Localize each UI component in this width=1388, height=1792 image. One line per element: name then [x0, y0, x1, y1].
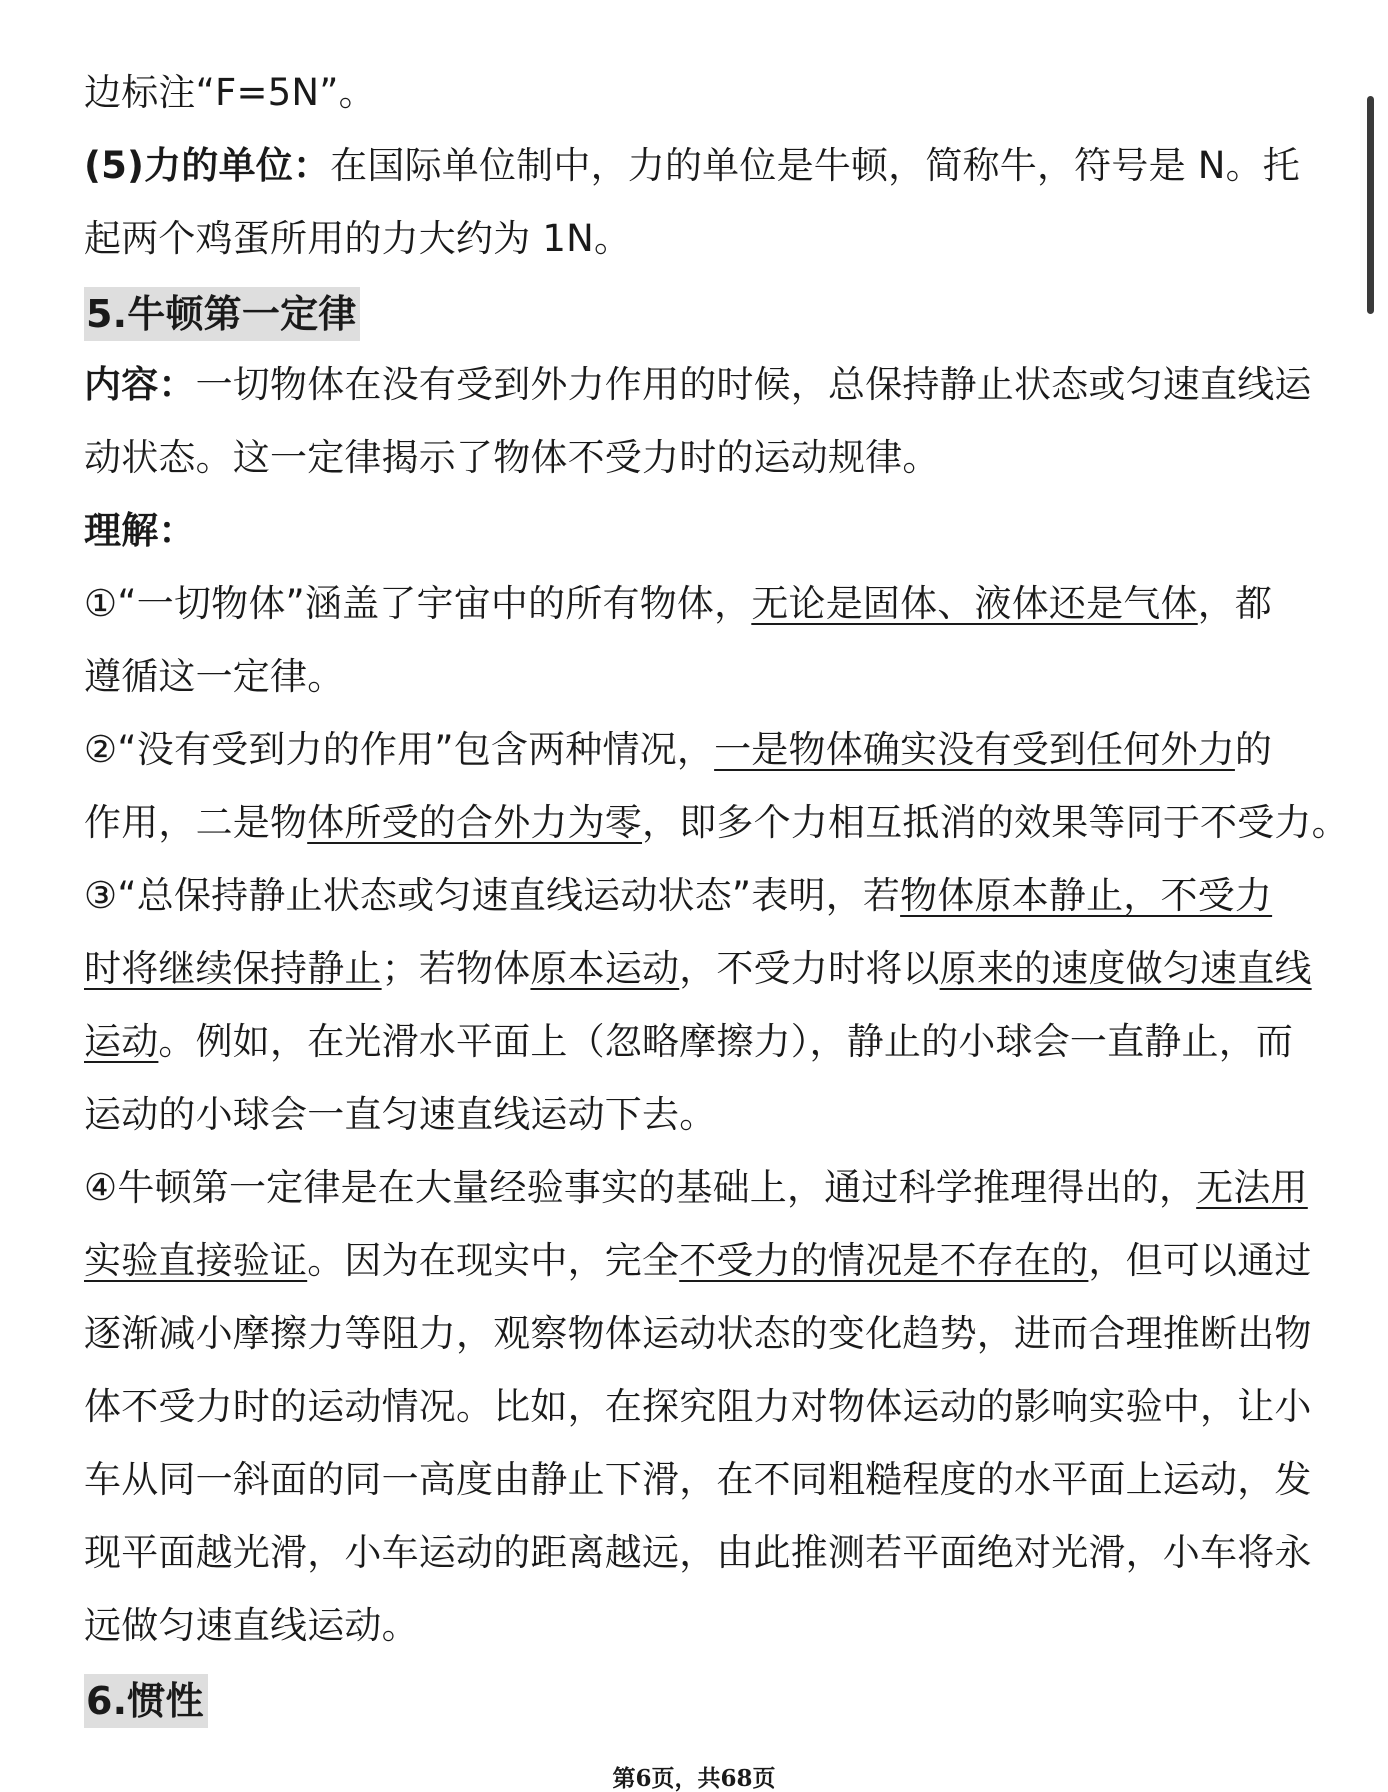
underlined-text: 原来的速度做匀速直线: [939, 947, 1312, 990]
text-fragment: 体不受力时的运动情况。比如，在探究阻力对物体运动的影响实验中，让小: [84, 1385, 1312, 1428]
text-fragment: 车从同一斜面的同一高度由静止下滑，在不同粗糙程度的水平面上运动，发: [84, 1458, 1312, 1501]
underlined-text: 实验直接验证: [84, 1239, 308, 1282]
text-line: [84, 1297, 1312, 1370]
text-line: [84, 786, 1349, 859]
text-line: [84, 1589, 1306, 1662]
text-fragment: 作用，二是物: [84, 801, 308, 844]
text-fragment: ，不受力时将以: [679, 947, 940, 990]
text-fragment: ②“没有受到力的作用”包含两种情况，: [84, 728, 715, 771]
text-fragment: 边标注“F=5N”。: [84, 71, 376, 114]
text-fragment: 起两个鸡蛋所用的力大约为 1N。: [84, 217, 632, 260]
text-fragment: ，但可以通过: [1088, 1239, 1312, 1282]
section-heading: 6.惯性: [84, 1674, 208, 1728]
text-line: [84, 1516, 1312, 1589]
text-line: [84, 202, 1306, 275]
understanding-label: 理解：: [84, 509, 196, 552]
underlined-text: 物体原本静止，不受力: [900, 874, 1273, 917]
text-line: [84, 1005, 1306, 1078]
text-line: [84, 129, 1306, 202]
text-fragment: ①“一切物体”涵盖了宇宙中的所有物体，: [84, 582, 752, 625]
text-fragment: 现平面越光滑，小车运动的距离越远，由此推测若平面绝对光滑，小车将永: [84, 1531, 1312, 1574]
text-line: [84, 1224, 1312, 1297]
text-line: [84, 1151, 1306, 1224]
text-line: [84, 859, 1306, 932]
text-line: [84, 640, 1306, 713]
section-heading-row: [84, 275, 1306, 348]
text-line: [84, 494, 1306, 567]
content-label: 内容：: [84, 363, 196, 406]
text-line: [84, 421, 1306, 494]
text-fragment: 动状态。这一定律揭示了物体不受力时的运动规律。: [84, 436, 940, 479]
text-fragment: ；若物体: [381, 947, 531, 990]
text-fragment: ④牛顿第一定律是在大量经验事实的基础上，通过科学推理得出的，: [84, 1166, 1197, 1209]
underlined-text: 无论是固体、液体还是气体: [751, 582, 1198, 625]
text-line: [84, 932, 1312, 1005]
text-fragment: 遵循这一定律。: [84, 655, 345, 698]
underlined-text: 运动: [84, 1020, 159, 1063]
text-line: [84, 713, 1306, 786]
text-fragment: ，即多个力相互抵消的效果等同于不受力。: [642, 801, 1349, 844]
section-heading: 5.牛顿第一定律: [84, 287, 360, 341]
scrollbar-thumb[interactable]: [1367, 96, 1374, 314]
text-fragment: 。例如，在光滑水平面上（忽略摩擦力），静止的小球会一直静止，而: [158, 1020, 1294, 1063]
underlined-text: 不受力的情况是不存在的: [679, 1239, 1089, 1282]
text-fragment: 运动的小球会一直匀速直线运动下去。: [84, 1093, 717, 1136]
text-line: [84, 1370, 1312, 1443]
document-body: [84, 56, 1349, 1735]
text-fragment: 在国际单位制中，力的单位是牛顿，简称牛，符号是 N。托: [330, 144, 1301, 187]
underlined-text: 原本运动: [530, 947, 680, 990]
text-fragment: 逐渐减小摩擦力等阻力，观察物体运动状态的变化趋势，进而合理推断出物: [84, 1312, 1312, 1355]
text-line: [84, 567, 1306, 640]
text-fragment: ，都: [1197, 582, 1273, 625]
underlined-text: 无法用: [1196, 1166, 1308, 1209]
text-line: [84, 1443, 1312, 1516]
text-line: [84, 348, 1312, 421]
section-heading-row: [84, 1662, 1306, 1735]
subsection-label: (5)力的单位：: [84, 144, 331, 187]
text-fragment: 远做匀速直线运动。: [84, 1604, 419, 1647]
text-fragment: ③“总保持静止状态或匀速直线运动状态”表明，若: [84, 874, 901, 917]
underlined-text: 时将继续保持静止: [84, 947, 382, 990]
text-line: [84, 56, 1306, 129]
text-fragment: 一切物体在没有受到外力作用的时候，总保持静止状态或匀速直线运: [195, 363, 1312, 406]
page-number-footer: 第6页，共68页: [612, 1765, 776, 1792]
underlined-text: 体所受的合外力为零: [307, 801, 643, 844]
text-line: [84, 1078, 1306, 1151]
text-fragment: 的: [1234, 728, 1273, 771]
text-fragment: 。因为在现实中，完全: [307, 1239, 680, 1282]
underlined-text: 一是物体确实没有受到任何外力: [714, 728, 1235, 771]
